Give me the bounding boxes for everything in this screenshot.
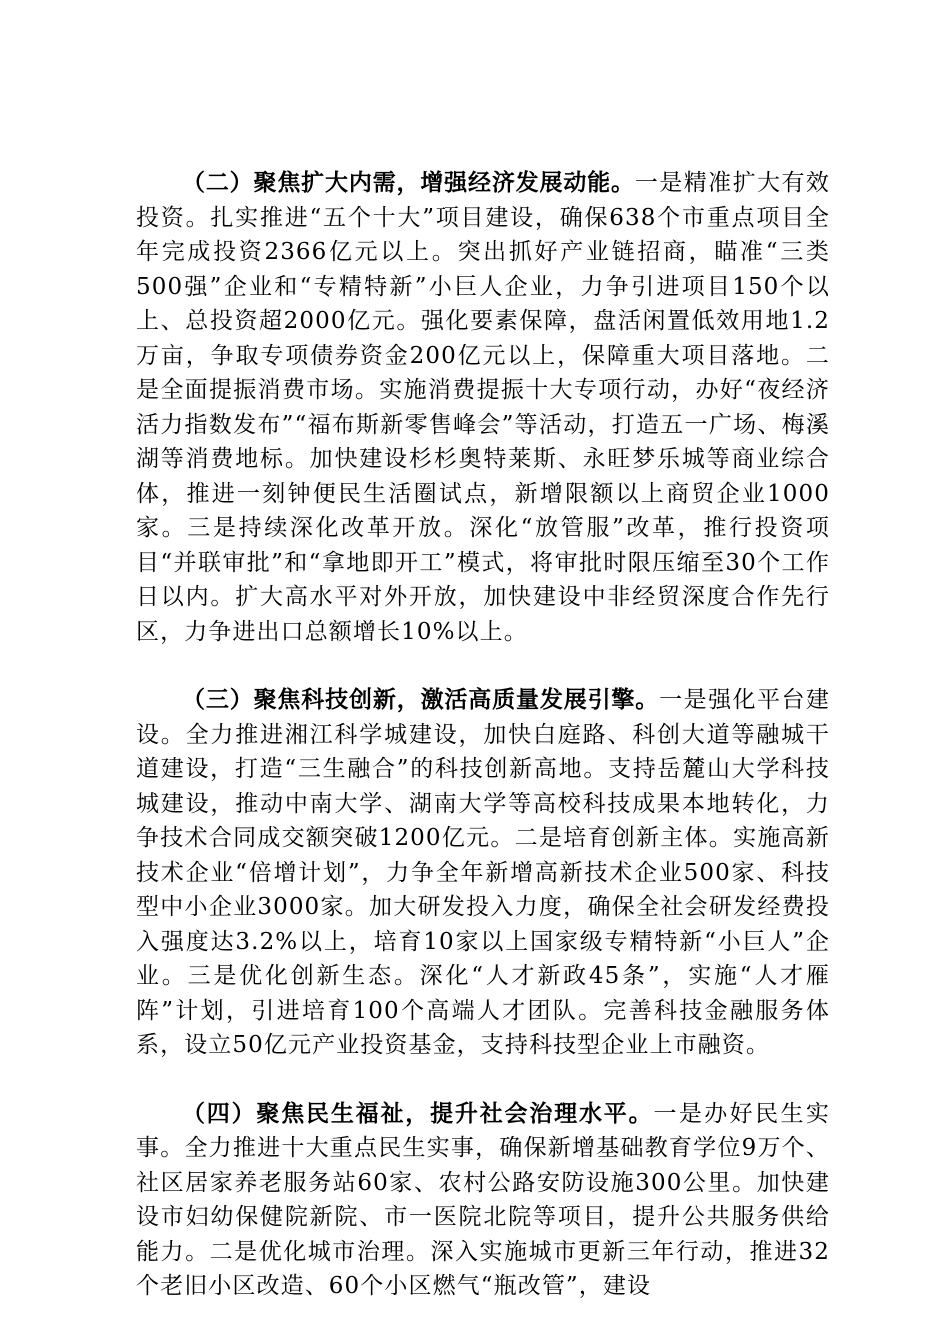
paragraph-body: 一是精准扩大有效投资。扎实推进“五个十大”项目建设，确保638个市重点项目全年完成投资2366亿元以上。突出抓好产业链招商，瞄准“三类500强”企业和“专精特新”小巨人企业，力争引进项目150个以上、总投资超2000亿元。强化要素保障，盘活闲置低效用地1.2万亩，争取专项债券资金200亿元以上，保障重大项目落地。二是全面提振消费市场。实施消费提振十大专项行动，办好“夜经济活力指数发布”“福布斯新零售峰会”等活动，打造五一广场、梅溪湖等消费地标。加快建设杉杉奥特莱斯、永旺梦乐城等商业综合体，推进一刻钟便民生活圈试点，新增限额以上商贸企业1000家。三是持续深化改革开放。深化“放管服”改革，推行投资项目“并联审批”和“拿地即开工”模式，将审批时限压缩至30个工作日以内。扩大高水平对外开放，加快建设中非经贸深度合作先行区，力争进出口总额增长10%以上。: [136, 170, 830, 645]
paragraph-livelihood: [136, 1097, 830, 1304]
section-heading-4: （四）聚焦民生福祉，提升社会治理水平。: [182, 1100, 654, 1127]
paragraph-expand-domestic-demand: [136, 166, 830, 649]
document-page: [136, 166, 830, 1338]
section-heading-2: （二）聚焦扩大内需，增强经济发展动能。: [182, 170, 635, 196]
paragraph-body: 一是办好民生实事。全力推进十大重点民生实事，确保新增基础教育学位9万个、社区居家养老服务站60家、农村公路安防设施300公里。加快建设市妇幼保健院新院、市一医院北院等项目，提升公共服务供给能力。二是优化城市治理。深入实施城市更新三年行动，推进32个老旧小区改造、60个小区燃气“瓶改管”，建设: [136, 1100, 831, 1299]
paragraph-tech-innovation: [136, 683, 830, 1063]
section-heading-3: （三）聚焦科技创新，激活高质量发展引擎。: [182, 687, 660, 713]
paragraph-body: 一是强化平台建设。全力推进湘江科学城建设，加快白庭路、科创大道等融城干道建设，打造“三生融合”的科技创新高地。支持岳麓山大学科技城建设，推动中南大学、湖南大学等高校科技成果本地转化，力争技术合同成交额突破1200亿元。二是培育创新主体。实施高新技术企业“倍增计划”，力争全年新增高新技术企业500家、科技型中小企业3000家。加大研发投入力度，确保全社会研发经费投入强度达3.2%以上，培育10家以上国家级专精特新“小巨人”企业。三是优化创新生态。深化“人才新政45条”，实施“人才雁阵”计划，引进培育100个高端人才团队。完善科技金融服务体系，设立50亿元产业投资基金，支持科技型企业上市融资。: [136, 687, 831, 1058]
